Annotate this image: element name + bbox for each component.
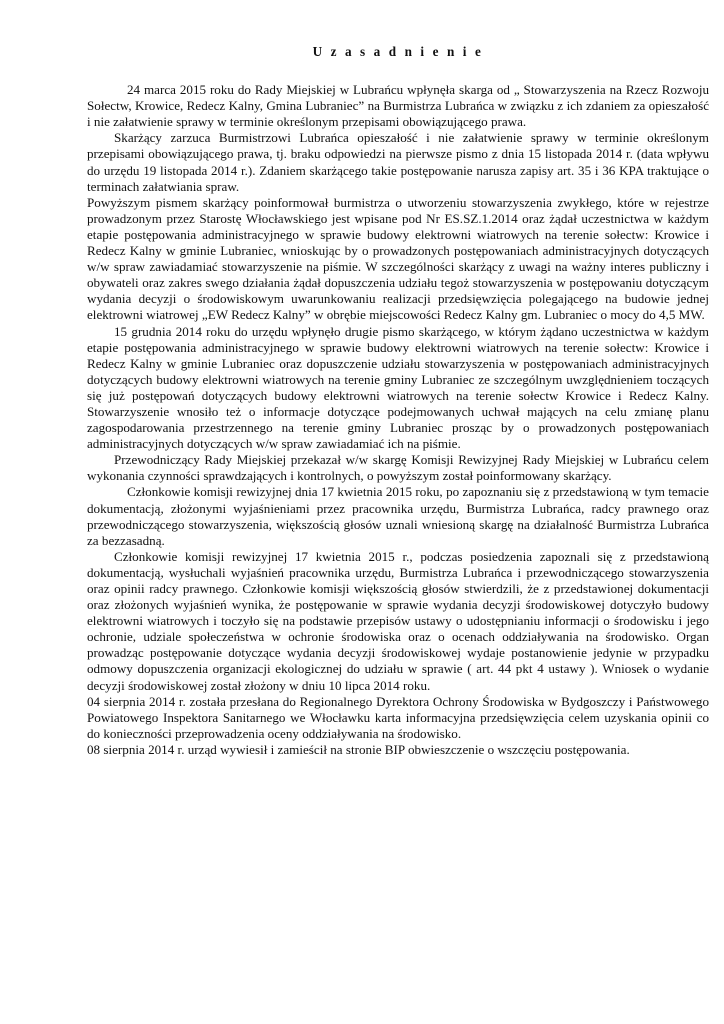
paragraph-referral-to-commission: Przewodniczący Rady Miejskiej przekazał w/w skargę Komisji Rewizyjnej Rady Miejskiej w Lubrańcu celem wykonania czynności sprawdzających i kontrolnych, o powyższym został poinformowany skarżący. [87,452,709,484]
paragraph-complaint-received: 24 marca 2015 roku do Rady Miejskiej w Lubrańcu wpłynęła skarga od „ Stowarzyszenia na Rzecz Rozwoju Sołectw, Krowice, Redecz Kalny, Gmina Lubraniec” na Burmistrza Lubrańca w związku z ich zdaniem za opieszałość i nie załatwienie sprawy w terminie określonym przepisami obowiązującego prawa. [87,82,709,130]
paragraph-second-letter: 15 grudnia 2014 roku do urzędu wpłynęło drugie pismo skarżącego, w którym żądano uczestnictwa w każdym etapie postępowania administracyjnego w sprawie budowy elektrowni wiatrowych na terenie sołectw: Krowice i Redecz Kalny w gminie Lubraniec oraz dopuszczenie udziału stowarzyszenia w postępowaniach administracyjnych dotyczących budowy elektrowni wiatrowych na terenie gminy Lubraniec ze szczególnym uwzględnieniem toczących się już postępowań dotyczących budowy elektrowni wiatrowych na terenie sołectw Krowice i Redecz Kalny. Stowarzyszenie wnosiło też o informacje dotyczące podejmowanych uchwał mających na celu zmianę planu zagospodarowania przestrzennego na terenie gminy Lubraniec prosząc by o prowadzonych postępowaniach administracyjnych dotyczących w/w spraw zawiadamiać ich na piśmie. [87,323,709,452]
document-title: U z a s a d n i e n i e [312,44,484,59]
paragraph-august-08: 08 sierpnia 2014 r. urząd wywiesił i zamieścił na stronie BIP obwieszczenie o wszczęciu postępowania. [87,741,630,757]
paragraph-commission-findings: Członkowie komisji rewizyjnej 17 kwietnia 2015 r., podczas posiedzenia zapoznali się z przedstawioną dokumentacją, wysłuchali wyjaśnień pracownika urzędu, Burmistrza Lubrańca i przewodniczącego stowarzyszenia oraz opinii radcy prawnego. Członkowie komisji większością głosów stwierdzili, że z przedstawionej dokumentacji oraz złożonych wyjaśnień wynika, że postępowanie w sprawie wydania decyzji środowiskowej dotyczyło budowy elektrowni wiatrowych i toczyło się na podstawie przepisów ustawy o udostępnianiu informacji o środowisku i jego ochronie, udziale społeczeństwa w ochronie środowiska oraz o ocenach oddziaływania na środowisko. Organ prowadząc postępowanie dotyczące wydania decyzji środowiskowej wydaje postanowienie jedynie w przypadku odmowy dopuszczenia organizacji ekologicznej do udziału w sprawie ( art. 44 pkt 4 ustawy ). Wniosek o wydanie decyzji środowiskowej został złożony w dniu 10 lipca 2014 roku. [87,548,709,693]
paragraph-association-letter: Powyższym pismem skarżący poinformował burmistrza o utworzeniu stowarzyszenia zwykłego, które w rejestrze prowadzonym przez Starostę Włocławskiego jest wpisane pod Nr ES.SZ.1.2014 oraz żądał uczestnictwa w każdym etapie postępowania administracyjnego w sprawie budowy elektrowni wiatrowych na terenie sołectw: Krowice i Redecz Kalny w gminie Lubraniec, wnioskując by o prowadzonych postępowaniach administracyjnych dotyczących w/w spraw zawiadamiać stowarzyszenie na piśmie. W szczególności skarżący z uwagi na ważny interes publiczny i obywateli oraz zakres swego działania żądał dopuszczenia udziału tegoż stowarzyszenia w postępowaniu dotyczącym wydania decyzji o środowiskowym uwarunkowaniu realizacji przedsięwzięcia polegającego na budowie jednej elektrowni wiatrowej „EW Redecz Kalny” w obrębie miejscowości Redecz Kalny gm. Lubraniec o mocy do 4,5 MW. [87,194,709,323]
document-page [87,44,709,758]
paragraph-commission-decision: Członkowie komisji rewizyjnej dnia 17 kwietnia 2015 roku, po zapoznaniu się z przedstawioną w tym temacie dokumentacją, złożonymi wyjaśnieniami przez pracownika urzędu, Burmistrza Lubrańca, radcy prawnego oraz przewodniczącego stowarzyszenia, większością głosów uznali wniesioną skargę na działalność Burmistrza Lubrańca za bezzasadną. [87,484,709,548]
paragraph-august-04: 04 sierpnia 2014 r. została przesłana do Regionalnego Dyrektora Ochrony Środowiska w Bydgoszczy i Państwowego Powiatowego Inspektora Sanitarnego we Włocławku karta informacyjna przedsięwzięcia celem uzyskania opinii co do konieczności przeprowadzenia oceny oddziaływania na środowisko. [87,693,709,741]
paragraph-complaint-accusation: Skarżący zarzuca Burmistrzowi Lubrańca opieszałość i nie załatwienie sprawy w terminie określonym przepisami obowiązującego prawa, tj. braku odpowiedzi na pierwsze pismo z dnia 15 listopada 2014 r. (data wpływu do urzędu 19 listopada 2014 r.). Zdaniem skarżącego takie postępowanie narusza zapisy art. 35 i 36 KPA traktujące o terminach załatwiania spraw. [87,130,709,194]
